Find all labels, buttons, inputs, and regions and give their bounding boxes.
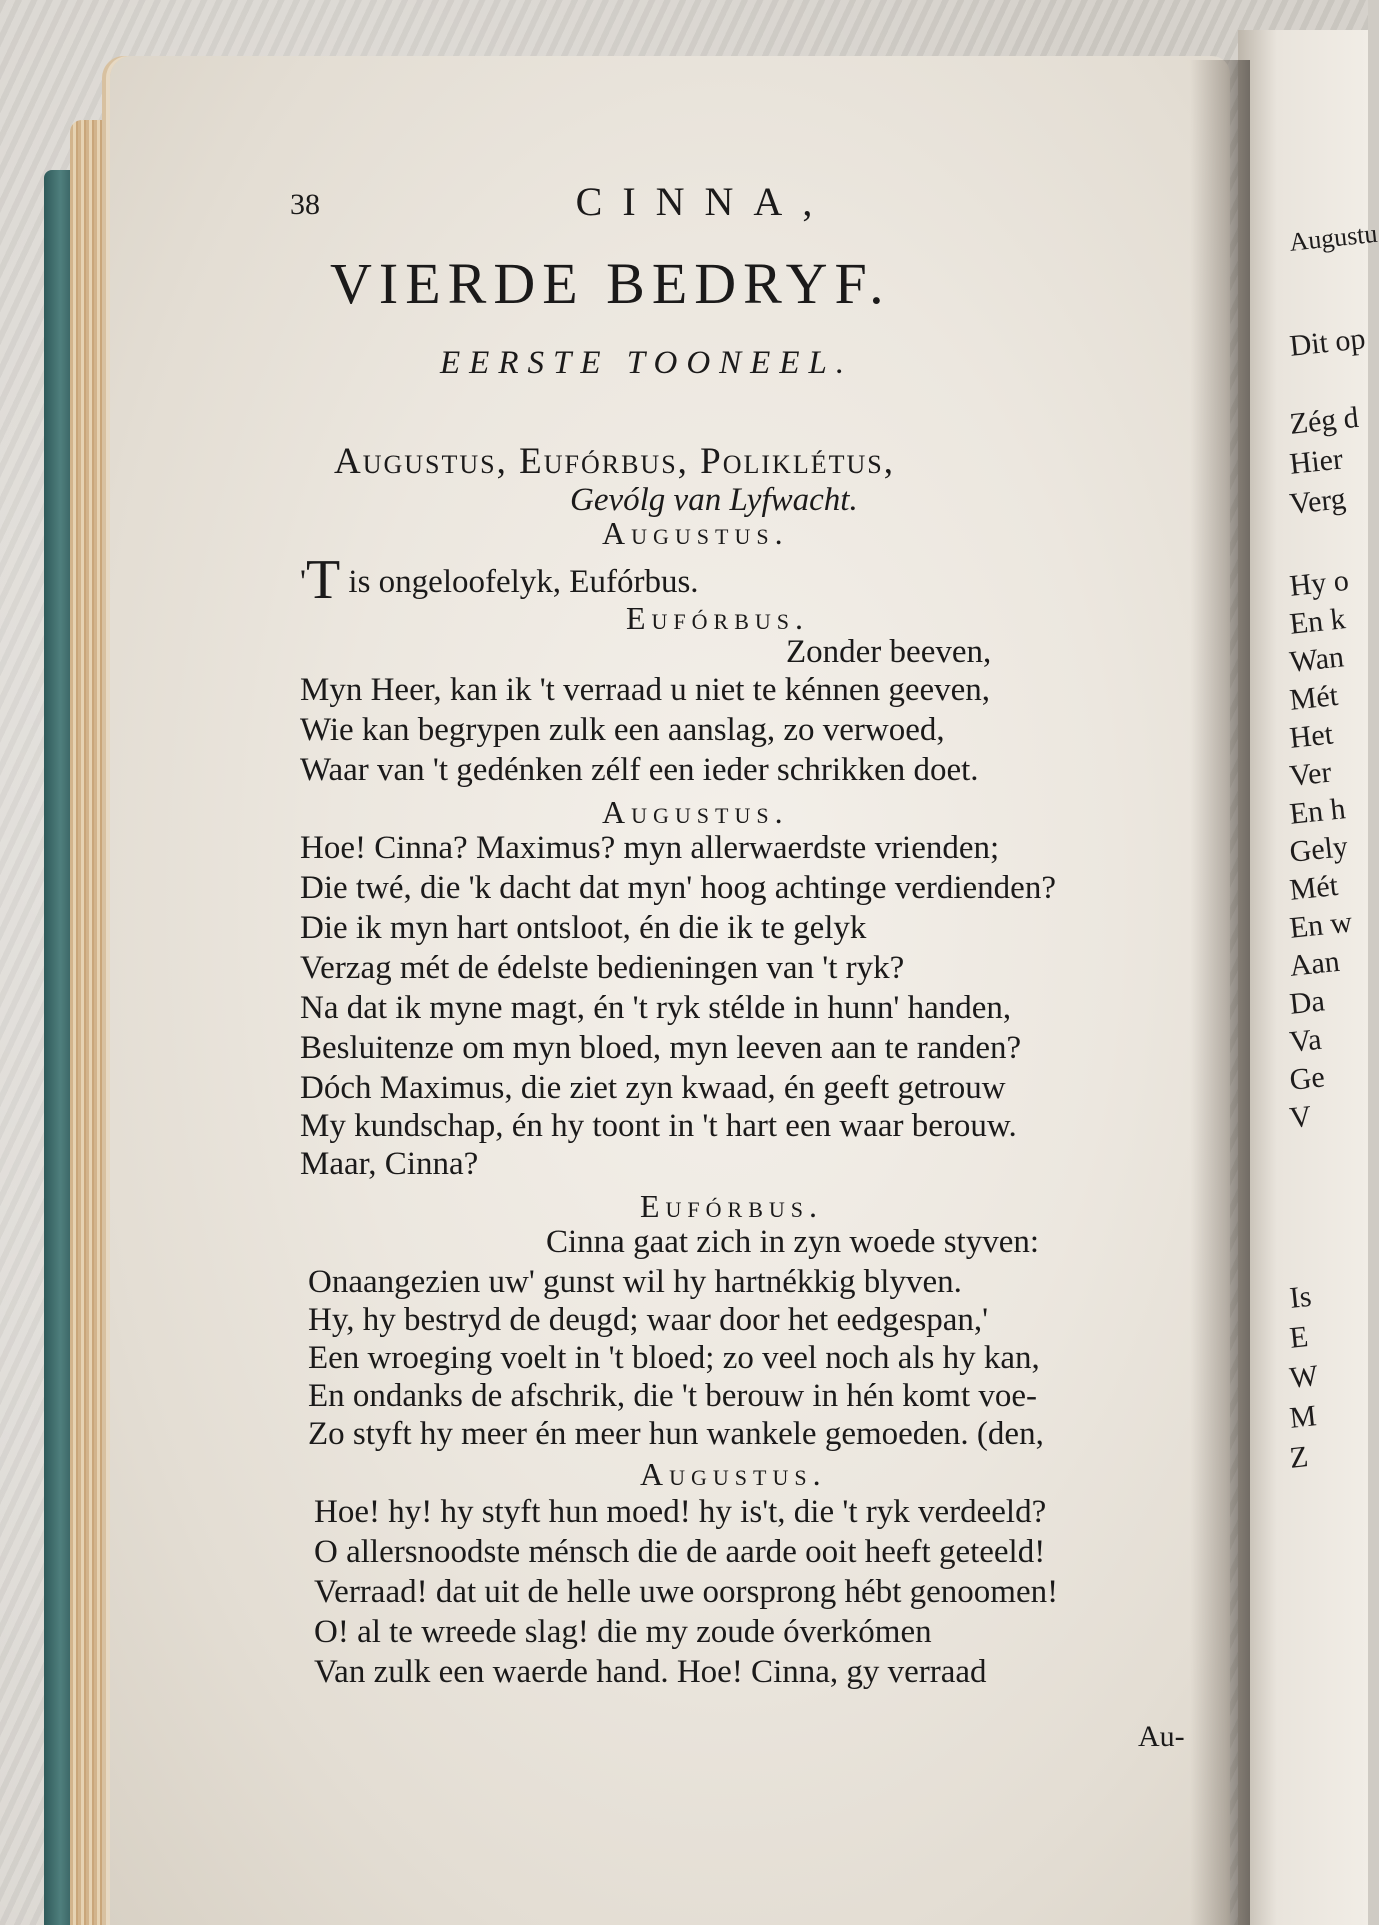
facing-page-line: Augustu (1288, 218, 1379, 257)
facing-page-line: E (1288, 1320, 1310, 1355)
facing-page-line: M (1288, 1399, 1318, 1435)
verse-line: Hoe! hy! hy styft hun moed! hy is't, die 't ryk verdeeld? (314, 1494, 1047, 1530)
facing-page-line: Va (1288, 1022, 1323, 1059)
verse-line: Die ik myn hart ontsloot, én die ik te gelyk (300, 910, 867, 946)
facing-page-line: Ver (1288, 755, 1333, 793)
facing-page-line: Zég d (1288, 400, 1361, 441)
speaker-name: Augustus. (640, 1456, 827, 1492)
verse-line: Zo styft hy meer én meer hun wankele gemoeden. (den, (308, 1416, 1044, 1452)
facing-page-line: Mét (1288, 678, 1340, 717)
act-title: VIERDE BEDRYF. (330, 251, 891, 316)
page-number: 38 (290, 188, 320, 221)
speaker-name: Augustus. (602, 515, 789, 551)
verse-line: Maar, Cinna? (300, 1146, 479, 1182)
verse-line: Die twé, die 'k dacht dat myn' hoog achtinge verdienden? (300, 870, 1056, 906)
facing-page-line: Hy o (1288, 563, 1351, 603)
facing-page-line: En h (1288, 792, 1347, 831)
speaker-name: Eufórbus. (640, 1188, 824, 1224)
speaker-name: Augustus. (602, 794, 789, 830)
apostrophe: ' (300, 564, 306, 600)
facing-page-line: Is (1288, 1279, 1314, 1315)
verse-text: is ongeloofelyk, Eufórbus. (348, 564, 699, 600)
verse-line: Onaangezien uw' gunst wil hy hartnékkig blyven. (308, 1264, 962, 1300)
facing-page-line: V (1288, 1099, 1314, 1135)
speaker-name: Eufórbus. (626, 600, 810, 636)
facing-page-line: Da (1288, 984, 1327, 1021)
verse-line: Verzag mét de édelste bedieningen van 't ryk? (300, 950, 905, 986)
verse-line: Besluitenze om myn bloed, myn leeven aan te randen? (300, 1030, 1022, 1066)
verse-line: Dóch Maximus, die ziet zyn kwaad, én geeft getrouw (300, 1070, 1006, 1106)
facing-page-line: Z (1288, 1440, 1310, 1475)
facing-page-line: En k (1288, 602, 1347, 641)
verse-line: O allersnoodste ménsch die de aarde ooit heeft geteeld! (314, 1534, 1046, 1570)
verse-line: Een wroeging voelt in 't bloed; zo veel noch als hy kan, (308, 1340, 1040, 1376)
verse-line: Verraad! dat uit de helle uwe oorsprong hébt genoomen! (314, 1574, 1059, 1610)
scene-title: EERSTE TOONEEL. (440, 345, 854, 381)
verse-line: Wie kan begrypen zulk een aanslag, zo verwoed, (300, 712, 945, 748)
verse-line: En ondanks de afschrik, die 't berouw in hén komt voe- (308, 1378, 1038, 1414)
verse-line: Zonder beeven, (786, 634, 992, 670)
catchword: Au- (1138, 1720, 1185, 1753)
facing-page (1238, 30, 1379, 1925)
facing-page-line: W (1288, 1359, 1320, 1395)
facing-page-line: Dit op (1288, 322, 1367, 363)
verse-line: Van zulk een waerde hand. Hoe! Cinna, gy verraad (314, 1654, 987, 1690)
facing-page-line: Verg (1288, 482, 1348, 521)
facing-page-line: Gely (1288, 829, 1350, 869)
verse-line: O! al te wreede slag! die my zoude óverkómen (314, 1614, 932, 1650)
verse-line: Hy, hy bestryd de deugd; waar door het eedgespan,' (308, 1302, 989, 1338)
facing-page-line: Ge (1288, 1060, 1327, 1097)
verse-line: Cinna gaat zich in zyn woede styven: (546, 1224, 1040, 1260)
verse-line: Na dat ik myne magt, én 't ryk stélde in hunn' handen, (300, 990, 1012, 1026)
verse-line: Hoe! Cinna? Maximus? myn allerwaerdste vrienden; (300, 830, 1000, 866)
facing-page-line: Hier (1288, 442, 1345, 481)
drop-cap: T (305, 549, 341, 611)
facing-page-line: Mét (1288, 868, 1340, 907)
cast-subtitle: Gevólg van Lyfwacht. (570, 482, 858, 518)
facing-page-line: Wan (1288, 640, 1346, 679)
verse-line: My kundschap, én hy toont in 't hart een waar berouw. (300, 1108, 1017, 1144)
verse-line: Myn Heer, kan ik 't verraad u niet te kénnen geeven, (300, 672, 991, 708)
book-gutter-shadow (1190, 60, 1250, 1925)
cast-list: Augustus, Eufórbus, Poliklétus, (334, 441, 895, 482)
verse-line: Waar van 't gedénken zélf een ieder schrikken doet. (300, 752, 979, 788)
facing-page-line: En w (1288, 905, 1354, 945)
facing-page-line: Het (1288, 717, 1335, 755)
running-head: CINNA, (575, 179, 833, 224)
facing-page-line: Aan (1288, 944, 1342, 983)
